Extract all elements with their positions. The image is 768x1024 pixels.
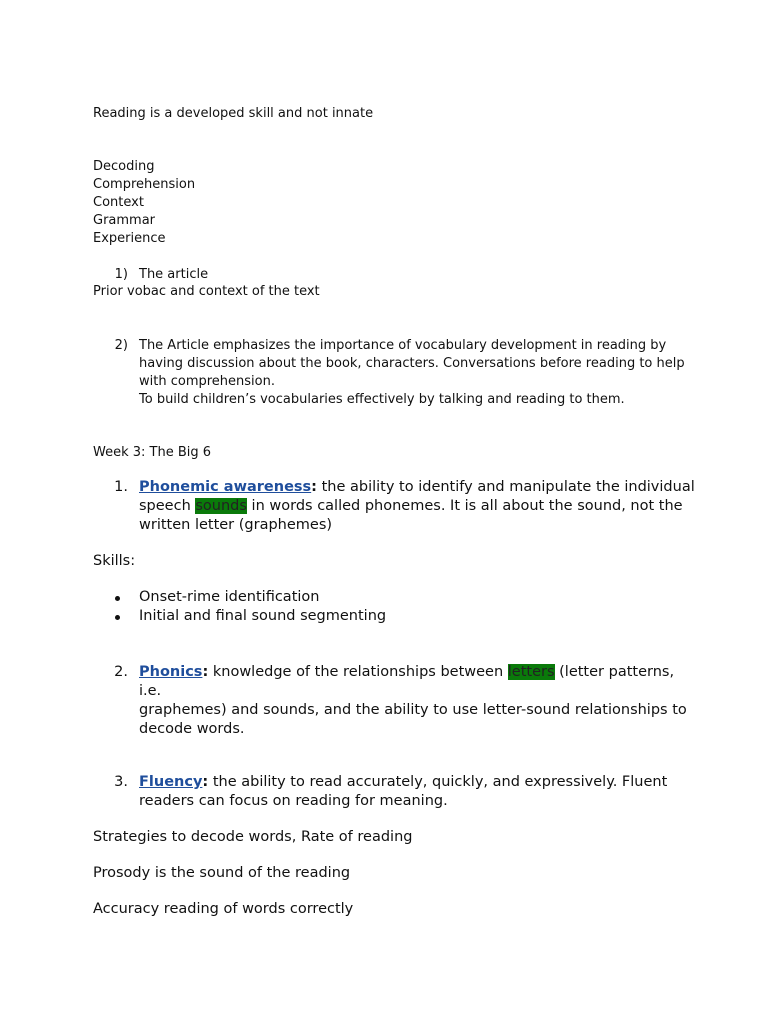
component-item: Context [93,195,144,210]
definition-text: in words called phonemes. It is all about the sound, not the [246,498,683,514]
week-heading: Week 3: The Big 6 [93,445,212,460]
components-list [93,158,195,248]
term-link[interactable]: Fluency [139,774,203,790]
list-item-paragraph [139,337,699,409]
list-marker: 1. [114,479,128,495]
list-item-text: The article [139,267,209,282]
list-item-note: Prior vobac and context of the text [93,284,320,299]
paragraph-line [139,497,699,516]
bullet-dot-icon [115,615,120,620]
paragraph-line: graphemes) and sounds, and the ability to use letter-sound relationships to [139,702,687,718]
paragraph-line: written letter (graphemes) [139,517,333,533]
paragraph-line: decode words. [139,721,245,737]
term-colon: : [202,774,209,790]
paragraph-line: To build children’s vocabularies effectively by talking and reading to them. [139,392,625,407]
note-line: Prosody is the sound of the reading [93,865,351,881]
definition-text: knowledge of the relationships between [208,664,508,680]
phonemic-awareness-item [139,478,699,535]
component-item: Grammar [93,213,156,228]
component-item: Decoding [93,159,155,174]
term-link[interactable]: Phonemic awareness [139,479,312,495]
paragraph-line [139,663,699,701]
component-item: Comprehension [93,177,196,192]
term-colon: : [311,479,317,495]
intro-line: Reading is a developed skill and not innate [93,106,374,121]
highlighted-word: letters [507,664,555,680]
paragraph-line: readers can focus on reading for meaning. [139,793,448,809]
paragraph-line: having discussion about the book, characters. Conversations before reading to help [139,356,685,371]
list-marker: 1) [114,267,128,282]
definition-text: speech [139,498,196,514]
highlighted-word: sounds [195,498,247,514]
definition-text: the ability to read accurately, quickly, and expressively. Fluent [208,774,668,790]
term-colon: : [202,664,209,680]
bullet-dot-icon [115,596,120,601]
term-link[interactable]: Phonics [139,664,203,680]
skill-item: Onset-rime identification [139,589,320,605]
list-marker: 3. [114,774,128,790]
fluency-item [139,773,699,811]
paragraph-line [139,478,699,497]
note-line: Strategies to decode words, Rate of reading [93,829,413,845]
skill-item: Initial and final sound segmenting [139,608,387,624]
skills-label: Skills: [93,553,136,569]
paragraph-line [139,773,699,792]
definition-text: the ability to identify and manipulate the individual [316,479,695,495]
paragraph-line: The Article emphasizes the importance of vocabulary development in reading by [139,338,667,353]
note-line: Accuracy reading of words correctly [93,901,354,917]
list-marker: 2. [114,664,128,680]
definition-text: (letter patterns, i.e. [139,664,675,699]
paragraph-line: with comprehension. [139,374,275,389]
list-marker: 2) [114,338,128,353]
phonics-item [139,663,699,739]
component-item: Experience [93,231,166,246]
